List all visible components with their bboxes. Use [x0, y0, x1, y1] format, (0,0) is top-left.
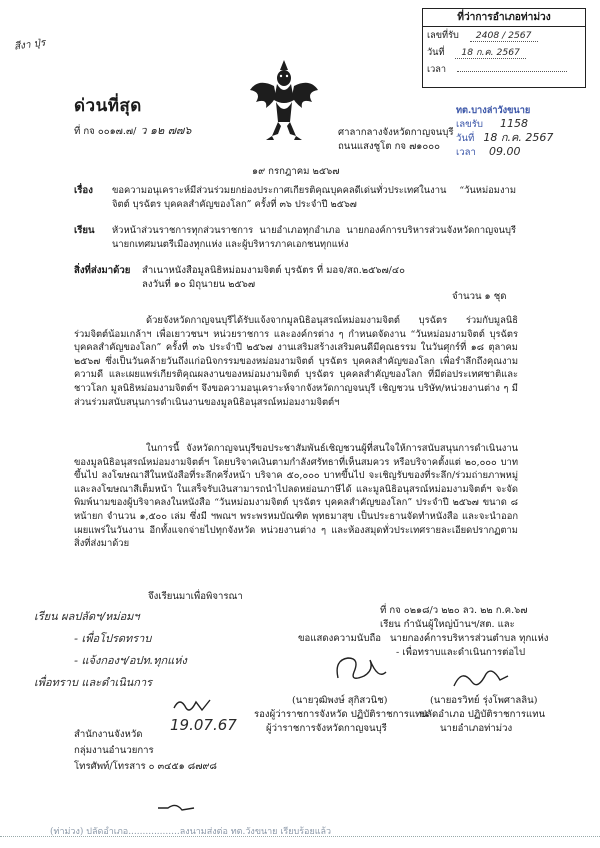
forward-purpose: - เพื่อทราบและดำเนินการต่อไป — [396, 647, 526, 658]
handwritten-instructions — [34, 606, 244, 694]
office-telephone: โทรศัพท์/โทรสาร ๐ ๓๔๕๑ ๘๗๙๘ — [74, 761, 217, 772]
document-date: ๑๙ กรกฎาคม ๒๕๖๗ — [252, 166, 340, 177]
closing-line: จึงเรียนมาเพื่อพิจารณา — [148, 591, 243, 602]
received-date-label: วันที่ — [427, 47, 445, 58]
blue-stamp-number-row — [456, 117, 596, 131]
received-agency: ที่ว่าการอำเภอท่าม่วง — [423, 9, 585, 27]
sender-office: ศาลากลางจังหวัดกาญจนบุรี — [338, 127, 454, 138]
enclosure-date: ลงวันที่ ๑๐ มิถุนายน ๒๕๖๗ — [142, 279, 256, 290]
to-text: หัวหน้าส่วนราชการทุกส่วนราชการ นายอำเภอทุกอำเภอ นายกองค์การบริหารส่วนจังหวัดกาญจนบุรี นายกเทศมนตรีเมืองทุกแห่ง และผู้บริหารภาคเอกชนทุกแห่ง — [112, 225, 516, 250]
forward-to-line: เรียน กำนันผู้ใหญ่บ้านฯ/สต. และ — [380, 619, 515, 630]
document-number-value: ว ๑๒ ๗๗๖ — [140, 124, 192, 137]
forward-signer-signature — [450, 664, 510, 694]
subject-text: ขอความอนุเคราะห์มีส่วนร่วมยกย่องประกาศเกียรติคุณบุคคลดีเด่นทั่วประเทศในงาน “วันหม่อมงามจิตต์ บุรฉัตร บุคคลสำคัญของโลก” ครั้งที่ ๓๖ ประจำปี ๒๕๖๗ — [112, 185, 516, 210]
forward-signer-name: (นายอรวิทย์ รุ่งโพศาลลิน) — [430, 695, 538, 706]
signer-position-2: ผู้ว่าราชการจังหวัดกาญจนบุรี — [266, 723, 387, 734]
handwritten-line-2: - เพื่อโปรดทราบ — [74, 632, 152, 645]
received-stamp-box — [422, 8, 586, 88]
blue-stamp-title: ทต.บางล่าวังขนาย — [456, 105, 531, 116]
handwritten-line-4: เพื่อทราบ และดำเนินการ — [34, 676, 153, 689]
received-number-label: เลขที่รับ — [427, 30, 459, 41]
signer-name: (นายวุฒิพงษ์ สุกิสวนิช) — [292, 695, 388, 706]
forward-signer-position: ปลัดอำเภอ ปฏิบัติราชการแทน — [420, 709, 546, 720]
blue-stamp-date-value: 18 ก.ค. 2567 — [483, 131, 554, 144]
to-label: เรียน — [74, 225, 95, 236]
blue-stamp-number-label: เลขรับ — [456, 119, 483, 130]
forward-to-line-2: นายกองค์การบริหารส่วนตำบล ทุกแห่ง — [390, 633, 549, 644]
top-left-note: สีงา ปุ่ร — [13, 37, 47, 53]
document-number-label: ที่ กจ ๐๐๑๗.๗/ — [74, 126, 137, 137]
forward-number-line: ที่ กจ ๐๒๑๘/ว ๒๒๐ ลว. ๒๒ ก.ค.๖๗ — [380, 605, 528, 616]
signer-position-1: รองผู้ว่าราชการจังหวัด ปฏิบัติราชการแทน — [254, 709, 429, 720]
signer-signature — [330, 650, 390, 690]
received-date-value: 18 ก.ค. 2567 — [455, 47, 525, 59]
handwritten-line-1: เรียน ผลปลัดฯ/หม่อมฯ — [34, 610, 140, 623]
blue-stamp-time-value: 09.00 — [489, 145, 521, 158]
bottom-faded-text: (ท่าม่วง) ปลัดอำเภอ..................ลงนามส่งต่อ ทต.วังขนาย เรียบร้อยแล้ว — [50, 827, 332, 837]
body-paragraph-1: ด้วยจังหวัดกาญจนบุรีได้รับแจ้งจากมูลนิธิอนุสรณ์หม่อมงามจิตต์ บุรฉัตร ร่วมกับมูลนิธิร่วมจิตต์น้อมเกล้าฯ เพื่อเยาวชนฯ หน่วยราชการ และองค์กรต่าง ๆ กำหนดจัดงาน “วันหม่อมงามจิตต์ บุรฉัตร บุคคลสำคัญของโลก” ครั้งที่ ๓๖ ประจำปี ๒๕๖๗ งานเสริมสร้างเสริมคนดีมีคุณธรรม ในวันศุกร์ที่ ๑๘ ตุลาคม ๒๕๖๗ ซึ่งเป็นวันคล้ายวันถึงแก่อนิจกรรมของหม่อมงามจิตต์ บุรฉัตร บุคคลสำคัญของโลก เพื่อรำลึกถึงคุณงามความดี และเผยแพร่เกียรติคุณผลงานของหม่อมงามจิตต์ บุรฉัตร บุคคลสำคัญของโลก ที่มีต่อประเทศชาติและชาวโลก มูลนิธิหม่อมงามจิตต์ฯ จึงขอความอนุเคราะห์จากจังหวัดกาญจนบุรี เชิญชวน บริษัท/หน่วยงานต่าง ๆ มีส่วนร่วมสนับสนุนการดำเนินงานของมูลนิธิอนุสรณ์หม่อมงามจิตต์ฯ — [74, 315, 518, 408]
received-number-value: 2408 / 2567 — [470, 30, 538, 42]
handwritten-date: 19.07.67 — [170, 716, 237, 734]
office-group: กลุ่มงานอำนวยการ — [74, 745, 154, 756]
forward-signer-position-2: นายอำเภอท่าม่วง — [440, 723, 513, 734]
office-name: สำนักงานจังหวัด — [74, 729, 143, 740]
blue-stamp-date-row — [456, 131, 596, 145]
urgency-label: ด่วนที่สุด — [74, 96, 142, 116]
enclosure-text: สำเนาหนังสือมูลนิธิหม่อมงามจิตต์ บุรฉัตร ที่ มอจ/สถ.๒๕๖๗/๔๐ — [142, 265, 406, 276]
document-number — [74, 124, 191, 138]
garuda-emblem-icon — [248, 56, 320, 142]
received-time-label: เวลา — [427, 64, 447, 75]
sender-road: ถนนแสงชูโต กจ ๗๑๐๐๐ — [338, 141, 440, 152]
blue-stamp-date-label: วันที่ — [456, 133, 475, 144]
body-paragraph-2: ในการนี้ จังหวัดกาญจนบุรีขอประชาสัมพันธ์เชิญชวนผู้ที่สนใจให้การสนับสนุนการดำเนินงานของมูลนิธิอนุสรณ์หม่อมงามจิตต์ฯ โดยบริจาคเงินตามกำลังศรัทธาที่เห็นสมควร หรือบริจาคตั้งแต่ ๒๐,๐๐๐ บาทขึ้นไป ลงโฆษณาสีในหนังสือที่ระลึกครึ่งหน้า บริจาค ๕๐,๐๐๐ บาทขึ้นไป จะเชิญรับของที่ระลึก/ร่วมถ่ายภาพหมู่ และลงโฆษณาสีเต็มหน้า ในเสร็จรับเงินสามารถนำไปลดหย่อนภาษีได้ และมูลนิธิอนุสรณ์หม่อมงามจิตต์ฯ จะจัดพิมพ์นามของผู้บริจาคลงในหนังสือ “วันหม่อมงามจิตต์ บุรฉัตร บุคคลสำคัญของโลก” ประจำปี ๒๕๖๗ ขนาด ๘ หน้ายก จำนวน ๑,๕๐๐ เล่ม ซึ่งมี ฯพณฯ พระพรหมบัณฑิต พุทธมาสุข เป็นประธานจัดทำหนังสือ และจะนำออกเผยแพร่ในวันงาน อีกทั้งแจกจ่ายไปทุกจังหวัด หน่วยงานต่าง ๆ และห้องสมุดทั่วประเทศรายละเอียดปรากฏตามสิ่งที่ส่งมาด้วย — [74, 443, 518, 550]
blue-stamp-number-value: 1158 — [500, 117, 529, 130]
subject-label: เรื่อง — [74, 185, 93, 196]
blue-stamp-time-row — [456, 145, 596, 159]
closing-thanks: ขอแสดงความนับถือ — [298, 633, 382, 644]
enclosure-quantity: จำนวน ๑ ชุด — [452, 291, 507, 302]
enclosure-label: สิ่งที่ส่งมาด้วย — [74, 265, 131, 276]
blue-received-stamp — [456, 104, 596, 159]
blue-stamp-time-label: เวลา — [456, 147, 476, 158]
handwritten-line-3: - แจ้งกองฯ/อปท.ทุกแห่ง — [74, 654, 187, 667]
received-number-row — [423, 27, 585, 44]
received-time-row — [423, 61, 585, 78]
received-date-row — [423, 44, 585, 61]
handwritten-mark — [156, 800, 196, 816]
handwritten-initial-signature — [172, 694, 212, 716]
